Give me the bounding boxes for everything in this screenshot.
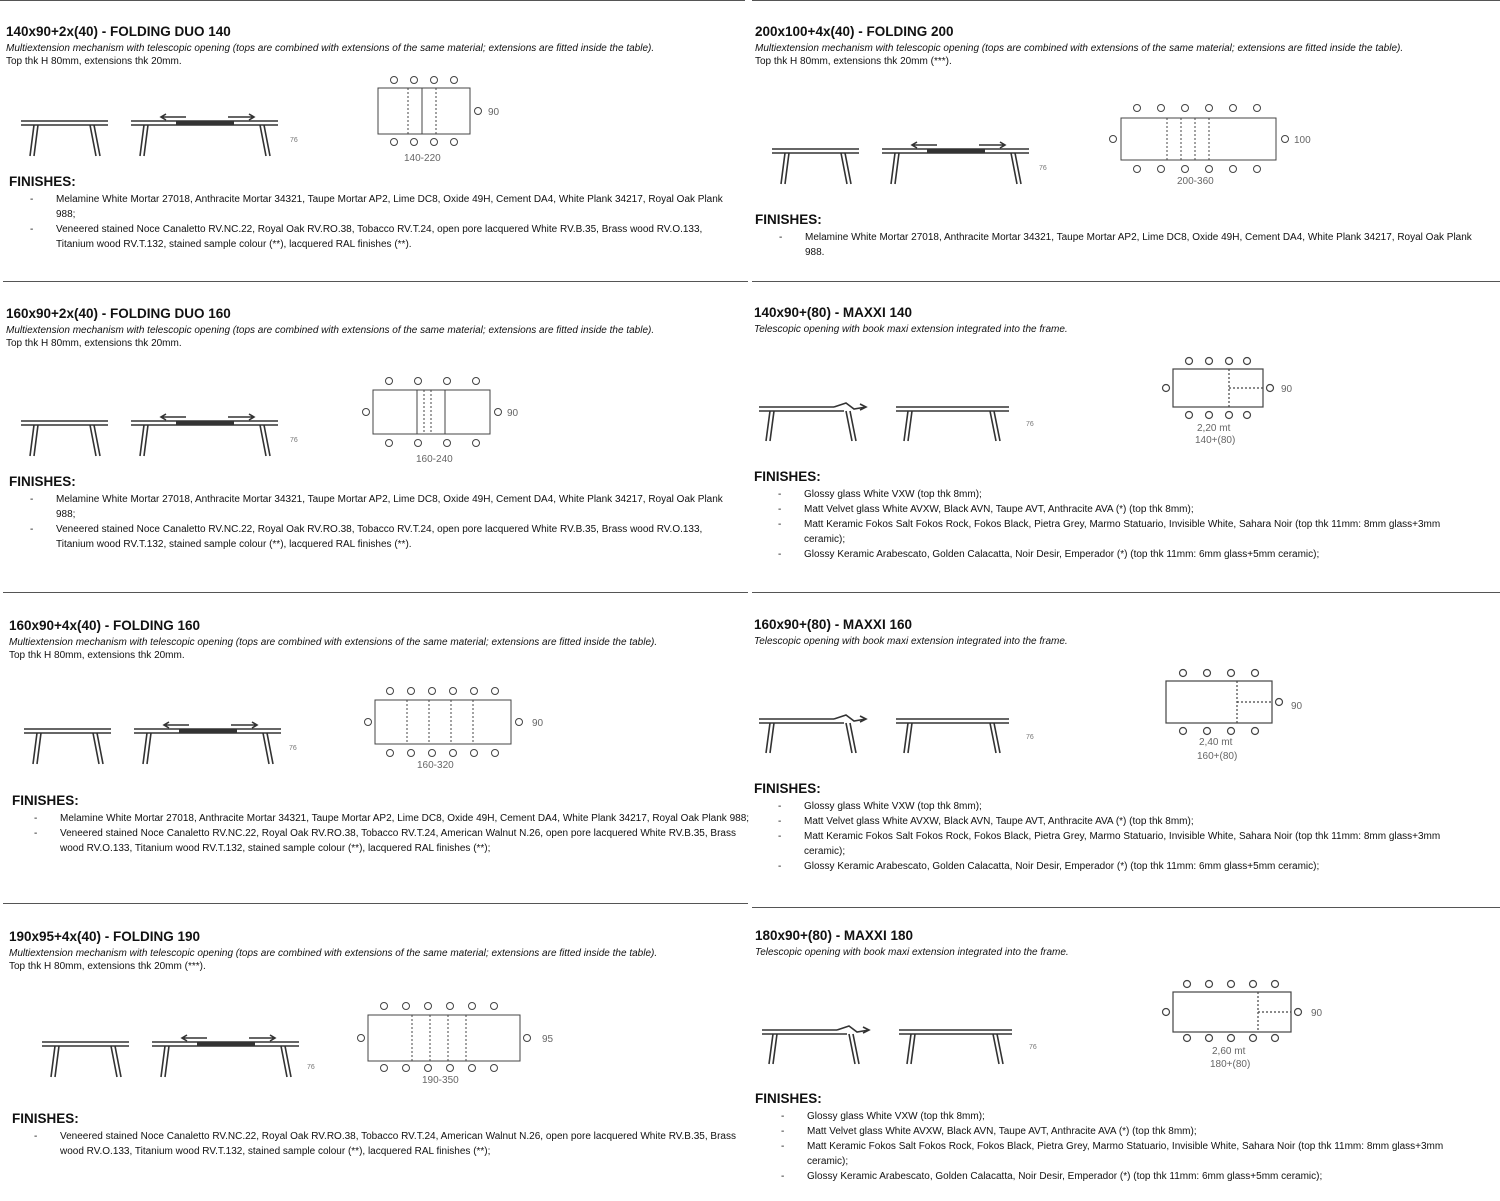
folding-table-drawing [37,1037,327,1107]
finishes-list [754,487,1484,562]
separator-1-left [3,281,748,282]
finish-item: - Matt Velvet glass White AVXW, Black AVN, Taupe AVT, Anthracite AVA (*) (top thk 8mm); [757,1124,1487,1139]
length-dim: 2,20 mt [1197,423,1231,434]
width-dim: 90 [1281,384,1293,395]
finish-item: - Veneered stained Noce Canaletto RV.NC.22, Royal Oak RV.RO.38, Tobacco RV.T.24, American Walnut N.26, open pore lacquered White RV.B.35, Brass wood RV.O.133, Titanium wood RV.T.132, stained sample colour (**), lacquered RAL finishes (**); [10,1129,750,1159]
length-dim: 190-350 [422,1075,459,1086]
finishes-heading: FINISHES: [755,212,822,227]
section-title: 190x95+4x(40) - FOLDING 190 [9,929,200,944]
section-spec: Top thk H 80mm, extensions thk 20mm. [6,338,182,349]
section-title: 160x90+(80) - MAXXI 160 [754,617,912,632]
section-folding-200 [755,24,1495,274]
finish-item: - Glossy glass White VXW (top thk 8mm); [754,487,1484,502]
folding-plan-drawing [366,74,506,174]
folding-table-drawing [19,724,309,794]
section-title: 160x90+4x(40) - FOLDING 160 [9,618,200,633]
width-dim: 90 [532,718,544,729]
finishes-heading: FINISHES: [9,474,76,489]
section-description: Telescopic opening with book maxi extension integrated into the frame. [755,947,1069,958]
finishes-heading: FINISHES: [12,1111,79,1126]
section-spec: Top thk H 80mm, extensions thk 20mm. [6,56,182,67]
finishes-heading: FINISHES: [12,793,79,808]
maxxi-plan-drawing [1159,667,1319,765]
folding-table-drawing [767,144,1057,214]
length-dim: 2,40 mt [1199,737,1233,748]
finishes-heading: FINISHES: [754,781,821,796]
section-description: Multiextension mechanism with telescopic opening (tops are combined with extensions of the same material; extensions are fitted inside the table). [9,948,658,959]
finishes-heading: FINISHES: [9,174,76,189]
section-folding-duo-140 [6,24,746,274]
finish-item: - Matt Keramic Fokos Salt Fokos Rock, Fokos Black, Pietra Grey, Marmo Statuario, Invisible White, Sahara Noir (top thk 11mm: 8mm glass+3mm ceramic); [757,1139,1487,1169]
maxxi-plan-drawing [1160,978,1330,1074]
separator-3-right [752,907,1500,908]
width-dim: 90 [507,408,519,419]
width-dim: 90 [488,107,500,118]
length-dim: 160-320 [417,760,454,771]
section-title: 140x90+(80) - MAXXI 140 [754,305,912,320]
section-spec: Top thk H 80mm, extensions thk 20mm. [9,650,185,661]
finishes-heading: FINISHES: [754,469,821,484]
maxxi-table-drawing [757,1024,1047,1074]
section-description: Multiextension mechanism with telescopic opening (tops are combined with extensions of the same material; extensions are fitted inside the table). [6,43,655,54]
finish-item: - Matt Velvet glass White AVXW, Black AVN, Taupe AVT, Anthracite AVA (*) (top thk 8mm); [754,814,1484,829]
maxxi-plan-drawing [1159,355,1309,451]
finishes-list [10,1129,750,1159]
height-dim: 76 [1039,165,1047,172]
maxxi-table-drawing [754,713,1044,763]
folding-plan-drawing [1105,102,1315,192]
length-sub: 180+(80) [1210,1059,1251,1070]
section-folding-160 [9,618,749,878]
length-dim: 200-360 [1177,176,1214,187]
finish-item: - Glossy glass White VXW (top thk 8mm); [757,1109,1487,1124]
finishes-list [6,192,736,252]
width-dim: 100 [1294,135,1311,146]
length-dim: 2,60 mt [1212,1046,1246,1057]
section-title: 180x90+(80) - MAXXI 180 [755,928,913,943]
section-description: Telescopic opening with book maxi extension integrated into the frame. [754,636,1068,647]
separator-1-right [752,281,1500,282]
finishes-list [754,799,1484,874]
height-dim: 76 [1026,421,1034,428]
finish-item: - Glossy Keramic Arabescato, Golden Calacatta, Noir Desir, Emperador (*) (top thk 11mm: 6mm glass+5mm ceramic); [757,1169,1487,1184]
section-title: 160x90+2x(40) - FOLDING DUO 160 [6,306,231,321]
section-title: 200x100+4x(40) - FOLDING 200 [755,24,954,39]
section-folding-190 [9,929,749,1189]
height-dim: 76 [290,437,298,444]
separator-top-left [0,0,745,1]
folding-plan-drawing [354,1001,569,1091]
length-dim: 160-240 [416,454,453,465]
maxxi-table-drawing [754,401,1044,451]
width-dim: 90 [1291,701,1303,712]
finishes-list [10,811,750,856]
finish-item: - Melamine White Mortar 27018, Anthracite Mortar 34321, Taupe Mortar AP2, Lime DC8, Oxide 49H, Cement DA4, White Plank 34217, Royal Oak Plank 988. [755,230,1490,260]
finish-item: - Glossy glass White VXW (top thk 8mm); [754,799,1484,814]
separator-top-right [752,0,1500,1]
section-folding-duo-160 [6,306,746,556]
finishes-heading: FINISHES: [755,1091,822,1106]
finish-item: - Matt Keramic Fokos Salt Fokos Rock, Fokos Black, Pietra Grey, Marmo Statuario, Invisible White, Sahara Noir (top thk 11mm: 8mm glass+3mm ceramic); [754,829,1484,859]
separator-2-right [752,592,1500,593]
height-dim: 76 [1029,1044,1037,1051]
finishes-list [755,230,1490,260]
separator-2-left [3,592,748,593]
length-dim: 140-220 [404,153,441,164]
width-dim: 90 [1311,1008,1323,1019]
height-dim: 76 [290,137,298,144]
height-dim: 76 [289,745,297,752]
folding-plan-drawing [359,684,559,774]
section-description: Multiextension mechanism with telescopic opening (tops are combined with extensions of the same material; extensions are fitted inside the table). [6,325,655,336]
section-description: Multiextension mechanism with telescopic opening (tops are combined with extensions of the same material; extensions are fitted inside the table). [755,43,1404,54]
finish-item: - Matt Velvet glass White AVXW, Black AVN, Taupe AVT, Anthracite AVA (*) (top thk 8mm); [754,502,1484,517]
finish-item: - Veneered stained Noce Canaletto RV.NC.22, Royal Oak RV.RO.38, Tobacco RV.T.24, open pore lacquered White RV.B.35, Brass wood RV.O.133, Titanium wood RV.T.132, stained sample colour (**), lacquered RAL finishes (**). [6,222,736,252]
height-dim: 76 [307,1064,315,1071]
finish-item: - Matt Keramic Fokos Salt Fokos Rock, Fokos Black, Pietra Grey, Marmo Statuario, Invisible White, Sahara Noir (top thk 11mm: 8mm glass+3mm ceramic); [754,517,1484,547]
section-spec: Top thk H 80mm, extensions thk 20mm (***). [9,961,206,972]
folding-plan-drawing [361,374,531,474]
finish-item: - Melamine White Mortar 27018, Anthracite Mortar 34321, Taupe Mortar AP2, Lime DC8, Oxide 49H, Cement DA4, White Plank 34217, Royal Oak Plank 988; [6,192,736,222]
separator-3-left [3,903,748,904]
finish-item: - Melamine White Mortar 27018, Anthracite Mortar 34321, Taupe Mortar AP2, Lime DC8, Oxide 49H, Cement DA4, White Plank 34217, Royal Oak Plank 988; [10,811,750,826]
section-title: 140x90+2x(40) - FOLDING DUO 140 [6,24,231,39]
section-maxxi-140 [754,305,1494,565]
finish-item: - Glossy Keramic Arabescato, Golden Calacatta, Noir Desir, Emperador (*) (top thk 11mm: 6mm glass+5mm ceramic); [754,859,1484,874]
section-spec: Top thk H 80mm, extensions thk 20mm (***). [755,56,952,67]
length-sub: 160+(80) [1197,751,1238,762]
section-maxxi-160 [754,617,1494,877]
section-description: Multiextension mechanism with telescopic opening (tops are combined with extensions of the same material; extensions are fitted inside the table). [9,637,658,648]
finishes-list [757,1109,1487,1184]
finish-item: - Glossy Keramic Arabescato, Golden Calacatta, Noir Desir, Emperador (*) (top thk 11mm: 6mm glass+5mm ceramic); [754,547,1484,562]
finish-item: - Melamine White Mortar 27018, Anthracite Mortar 34321, Taupe Mortar AP2, Lime DC8, Oxide 49H, Cement DA4, White Plank 34217, Royal Oak Plank 988; [6,492,736,522]
length-sub: 140+(80) [1195,435,1236,446]
finishes-list [6,492,736,552]
width-dim: 95 [542,1034,554,1045]
finish-item: - Veneered stained Noce Canaletto RV.NC.22, Royal Oak RV.RO.38, Tobacco RV.T.24, American Walnut N.26, open pore lacquered White RV.B.35, Brass wood RV.O.133, Titanium wood RV.T.132, stained sample colour (**), lacquered RAL finishes (**); [10,826,750,856]
finish-item: - Veneered stained Noce Canaletto RV.NC.22, Royal Oak RV.RO.38, Tobacco RV.T.24, open pore lacquered White RV.B.35, Brass wood RV.O.133, Titanium wood RV.T.132, stained sample colour (**), lacquered RAL finishes (**). [6,522,736,552]
section-maxxi-180 [755,928,1495,1193]
section-description: Telescopic opening with book maxi extension integrated into the frame. [754,324,1068,335]
height-dim: 76 [1026,734,1034,741]
